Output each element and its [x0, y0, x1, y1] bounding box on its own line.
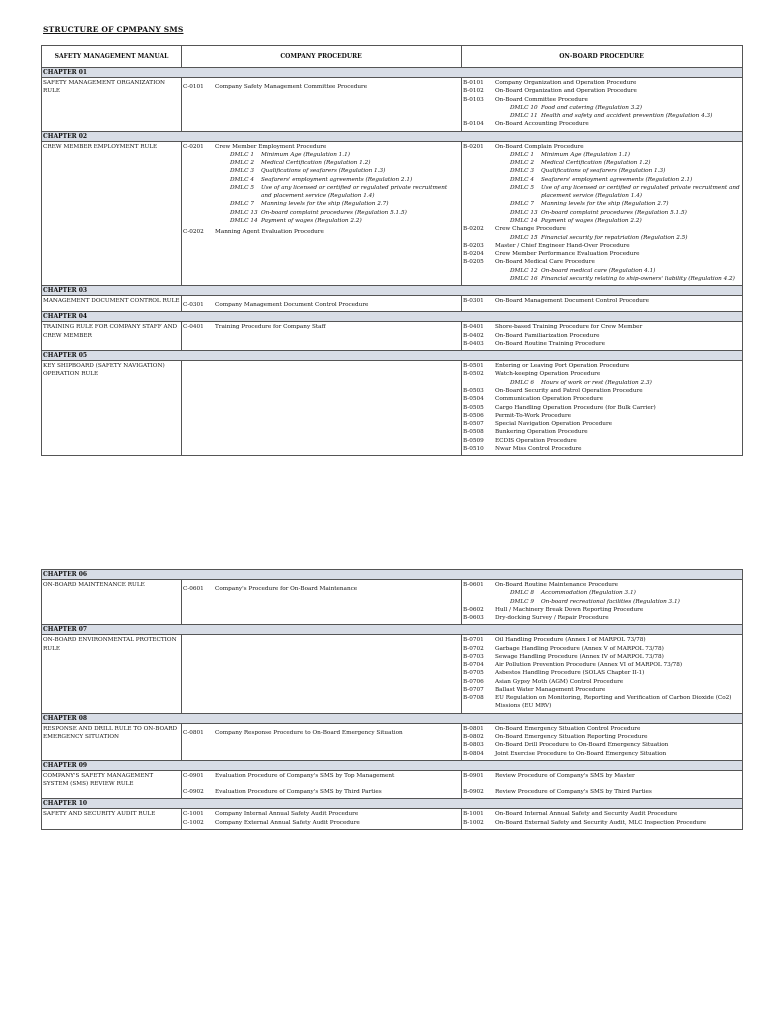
- procedure-code: B-0203: [463, 242, 484, 249]
- chapter-row: [42, 142, 742, 287]
- sms-structure-table-2: [41, 569, 743, 830]
- dmlc-text: Minimum Age (Regulation 1.1): [261, 151, 350, 158]
- company-procedure-cell: [182, 322, 462, 350]
- dmlc-text: Payment of wages (Regulation 2.2): [261, 217, 362, 224]
- dmlc-code: DMLC 6: [510, 379, 534, 386]
- dmlc-code: DMLC 10: [510, 104, 538, 111]
- dmlc-code: DMLC 9: [510, 598, 534, 605]
- dmlc-item: [183, 184, 459, 201]
- procedure-code: B-0402: [463, 332, 484, 339]
- company-procedure-item: [183, 729, 459, 737]
- dmlc-code: DMLC 1: [510, 151, 534, 158]
- onboard-procedure-cell: [462, 296, 742, 311]
- procedure-code: C-0801: [183, 729, 204, 736]
- procedure-title: Special Navigation Operation Procedure: [495, 421, 613, 428]
- procedure-title: Bunkering Operation Procedure: [495, 429, 588, 436]
- dmlc-text: Medical Certification (Regulation 1.2): [541, 160, 651, 167]
- onboard-procedure-item: [463, 143, 740, 151]
- chapter-heading: CHAPTER 07: [42, 625, 742, 635]
- procedure-title: Cargo Handling Operation Procedure (for Bulk Carrier): [495, 404, 656, 411]
- procedure-title: Asian Gypsy Moth (AGM) Control Procedure: [495, 678, 624, 685]
- header-onboard-procedure: ON-BOARD PROCEDURE: [559, 52, 644, 60]
- header-company-procedure: COMPANY PROCEDURE: [182, 46, 462, 67]
- sms-structure-table-1: [41, 45, 743, 456]
- procedure-code: C-0902: [183, 789, 204, 796]
- procedure-code: B-0707: [463, 686, 484, 693]
- onboard-procedure-item: [463, 250, 740, 258]
- company-procedure-item: [183, 301, 459, 309]
- procedure-code: B-0201: [463, 143, 484, 150]
- dmlc-item: [463, 184, 740, 201]
- dmlc-code: DMLC 7: [230, 201, 254, 208]
- procedure-code: B-0705: [463, 670, 484, 677]
- dmlc-item: [183, 209, 459, 217]
- onboard-procedure-item: [463, 772, 740, 780]
- onboard-procedure-item: [463, 694, 740, 711]
- onboard-procedure-item: [463, 404, 740, 412]
- company-procedure-item: [183, 772, 459, 780]
- dmlc-text: Use of any licensed or certified or regulated private recruitment and placement service (Regulation 1.4): [261, 184, 448, 200]
- company-procedure-cell: [182, 78, 462, 131]
- procedure-title: EU Regulation on Monitoring, Reporting and Verification of Carbon Dioxide (Co2) Missions (EU MRV): [495, 695, 732, 710]
- chapter-heading: CHAPTER 09: [42, 761, 742, 771]
- onboard-procedure-item: [463, 370, 740, 378]
- dmlc-text: Manning levels for the ship (Regulation 2.7): [261, 201, 389, 208]
- dmlc-code: DMLC 3: [510, 168, 534, 175]
- procedure-code: B-0103: [463, 96, 484, 103]
- procedure-title: On-Board Familiarization Procedure: [495, 332, 600, 339]
- dmlc-code: DMLC 2: [230, 160, 254, 167]
- manual-rule-cell: TRAINING RULE FOR COMPANY STAFF AND CREW MEMBER: [42, 322, 182, 350]
- header-safety-management-manual: SAFETY MANAGEMENT MANUAL: [42, 46, 182, 67]
- procedure-title: Oil Handling Procedure (Annex I of MARPOL 73/78): [495, 637, 646, 644]
- onboard-procedure-item: [463, 661, 740, 669]
- onboard-procedure-item: [463, 420, 740, 428]
- procedure-code: C-0601: [183, 586, 204, 592]
- company-procedure-item: [183, 585, 459, 593]
- procedure-title: Review Procedure of Company's SMS by Third Parties: [495, 789, 652, 796]
- procedure-code: B-0501: [463, 363, 484, 370]
- dmlc-code: DMLC 13: [230, 209, 258, 216]
- company-procedure-cell: [182, 724, 462, 760]
- dmlc-text: Payment of wages (Regulation 2.2): [541, 217, 642, 224]
- onboard-procedure-item: [463, 412, 740, 420]
- procedure-code: B-0301: [463, 298, 484, 305]
- procedure-title: Asbestos Handling Procedure (SOLAS Chapter II-1): [495, 670, 645, 677]
- dmlc-item: [183, 167, 459, 175]
- onboard-procedure-item: [463, 581, 740, 589]
- chapter-heading: CHAPTER 06: [42, 570, 742, 580]
- onboard-procedure-item: [463, 788, 740, 796]
- dmlc-text: Health and safety and accident prevention (Regulation 4.3): [541, 113, 713, 120]
- procedure-title: Master / Chief Engineer Hand-Over Procedure: [495, 242, 630, 249]
- procedure-title: Air Pollution Prevention Procedure (Annex VI of MARPOL 73/78): [495, 662, 683, 669]
- procedure-code: B-0505: [463, 404, 484, 411]
- dmlc-code: DMLC 4: [510, 176, 534, 183]
- procedure-code: B-0803: [463, 742, 484, 749]
- dmlc-item: [463, 275, 740, 283]
- dmlc-code: DMLC 12: [510, 267, 538, 274]
- procedure-title: Communication Operation Procedure: [495, 396, 603, 403]
- procedure-code: B-0401: [463, 324, 484, 331]
- onboard-procedure-cell: [462, 724, 742, 760]
- table-header: [42, 46, 742, 68]
- procedure-title: On-Board Emergency Situation Reporting Procedure: [495, 733, 648, 740]
- chapter-heading: CHAPTER 05: [42, 351, 742, 361]
- procedure-code: B-1002: [463, 819, 484, 826]
- company-procedure-cell: [182, 361, 462, 455]
- procedure-title: Crew Member Employment Procedure: [215, 143, 327, 150]
- dmlc-item: [183, 151, 459, 159]
- onboard-procedure-cell: [462, 142, 742, 286]
- procedure-title: Hull / Machinery Break Down Reporting Procedure: [495, 606, 644, 613]
- procedure-code: B-0701: [463, 637, 484, 644]
- manual-rule-cell: RESPONSE AND DRILL RULE TO ON-BOARD EMERGENCY SITUATION: [42, 724, 182, 760]
- onboard-procedure-item: [463, 614, 740, 622]
- procedure-title: Evaluation Procedure of Company's SMS by Top Management: [215, 772, 395, 779]
- procedure-title: On-Board Organization and Operation Procedure: [495, 88, 637, 95]
- procedure-code: B-0102: [463, 88, 484, 95]
- procedure-title: On-Board External Safety and Security Audit, MLC Inspection Procedure: [495, 819, 707, 826]
- company-procedure-item: [183, 323, 459, 331]
- dmlc-item: [463, 267, 740, 275]
- procedure-code: B-0204: [463, 251, 484, 258]
- onboard-procedure-item: [463, 645, 740, 653]
- onboard-procedure-item: [463, 741, 740, 749]
- procedure-code: B-0801: [463, 725, 484, 732]
- company-procedure-item: [183, 819, 459, 827]
- dmlc-item: [463, 379, 740, 387]
- procedure-title: Company Safety Management Committee Procedure: [215, 84, 368, 90]
- manual-rule-cell: ON-BOARD MAINTENANCE RULE: [42, 580, 182, 624]
- manual-rule-cell: CREW MEMBER EMPLOYMENT RULE: [42, 142, 182, 286]
- procedure-code: C-0901: [183, 772, 204, 779]
- dmlc-item: [463, 176, 740, 184]
- table-body-2: [42, 570, 742, 829]
- dmlc-code: DMLC 1: [230, 151, 254, 158]
- company-procedure-cell: [182, 809, 462, 829]
- onboard-procedure-item: [463, 606, 740, 614]
- onboard-procedure-item: [463, 653, 740, 661]
- dmlc-code: DMLC 5: [230, 184, 254, 191]
- procedure-code: B-0603: [463, 615, 484, 622]
- manual-rule-cell: COMPANY'S SAFETY MANAGEMENT SYSTEM (SMS) REVIEW RULE: [42, 771, 182, 799]
- onboard-procedure-item: [463, 819, 740, 827]
- procedure-code: B-0703: [463, 653, 484, 660]
- onboard-procedure-item: [463, 79, 740, 87]
- dmlc-text: Hours of work or rest (Regulation 2.3): [541, 379, 652, 386]
- procedure-title: Joint Exercise Procedure to On-Board Emergency Situation: [495, 750, 667, 757]
- dmlc-item: [463, 200, 740, 208]
- company-procedure-item: [183, 228, 459, 236]
- chapter-row: [42, 296, 742, 312]
- dmlc-code: DMLC 2: [510, 160, 534, 167]
- manual-rule-cell: ON-BOARD ENVIRONMENTAL PROTECTION RULE: [42, 635, 182, 712]
- chapter-heading: CHAPTER 01: [42, 68, 742, 78]
- procedure-title: Crew Member Performance Evaluation Procedure: [495, 251, 640, 258]
- procedure-title: Review Procedure of Company's SMS by Master: [495, 772, 635, 779]
- procedure-title: Manning Agent Evaluation Procedure: [215, 229, 324, 236]
- procedure-title: On-Board Medical Care Procedure: [495, 259, 595, 266]
- onboard-procedure-item: [463, 340, 740, 348]
- manual-rule-cell: SAFETY AND SECURITY AUDIT RULE: [42, 809, 182, 829]
- onboard-procedure-item: [463, 445, 740, 453]
- onboard-procedure-item: [463, 242, 740, 250]
- procedure-title: On-Board Management Document Control Procedure: [495, 298, 649, 305]
- procedure-code: B-0104: [463, 121, 484, 128]
- procedure-code: B-0506: [463, 412, 484, 419]
- procedure-title: Watch-keeping Operation Procedure: [495, 371, 601, 378]
- chapter-row: [42, 580, 742, 625]
- procedure-code: B-0702: [463, 645, 484, 652]
- procedure-title: On-Board Security and Patrol Operation Procedure: [495, 387, 643, 394]
- onboard-procedure-item: [463, 750, 740, 758]
- company-procedure-cell: [182, 580, 462, 624]
- dmlc-code: DMLC 14: [510, 217, 538, 224]
- dmlc-text: Accommodation (Regulation 3.1): [541, 590, 636, 597]
- dmlc-item: [463, 112, 740, 120]
- procedure-code: B-0205: [463, 259, 484, 266]
- chapter-heading: CHAPTER 03: [42, 286, 742, 296]
- onboard-procedure-cell: [462, 322, 742, 350]
- dmlc-item: [463, 234, 740, 242]
- company-procedure-cell: [182, 142, 462, 286]
- procedure-title: Permit-To-Work Procedure: [495, 412, 572, 419]
- chapter-heading: CHAPTER 04: [42, 312, 742, 322]
- chapter-row: [42, 809, 742, 829]
- procedure-code: C-1001: [183, 811, 204, 818]
- chapter-row: [42, 78, 742, 132]
- procedure-code: B-0507: [463, 421, 484, 428]
- dmlc-item: [463, 209, 740, 217]
- dmlc-text: On-board medical care (Regulation 4.1): [541, 267, 656, 274]
- procedure-title: Company External Annual Safety Audit Procedure: [215, 819, 360, 826]
- procedure-title: On-Board Committee Procedure: [495, 96, 588, 103]
- procedure-title: Training Procedure for Company Staff: [215, 324, 326, 331]
- chapter-heading: CHAPTER 10: [42, 799, 742, 809]
- procedure-code: B-1001: [463, 811, 484, 818]
- onboard-procedure-item: [463, 120, 740, 128]
- procedure-title: Company's Procedure for On-Board Maintenance: [215, 586, 358, 592]
- dmlc-code: DMLC 14: [230, 217, 258, 224]
- procedure-title: On-Board Routine Maintenance Procedure: [495, 582, 619, 588]
- dmlc-text: Qualifications of seafarers (Regulation 1.3): [261, 168, 386, 175]
- procedure-code: C-0101: [183, 84, 204, 90]
- dmlc-text: Medical Certification (Regulation 1.2): [261, 160, 371, 167]
- procedure-title: On-Board Internal Annual Safety and Security Audit Procedure: [495, 811, 678, 818]
- dmlc-text: Seafarers' employment agreements (Regulation 2.1): [261, 176, 413, 183]
- procedure-code: B-0802: [463, 733, 484, 740]
- procedure-title: Evaluation Procedure of Company's SMS by Third Parties: [215, 789, 382, 796]
- chapter-row: [42, 322, 742, 351]
- dmlc-code: DMLC 11: [510, 113, 538, 120]
- dmlc-text: On-board complaint procedures (Regulation 5.1.5): [541, 209, 687, 216]
- onboard-procedure-cell: [462, 78, 742, 131]
- procedure-title: Ballast Water Management Procedure: [495, 686, 606, 693]
- onboard-procedure-item: [463, 733, 740, 741]
- onboard-procedure-item: [463, 96, 740, 104]
- dmlc-item: [183, 159, 459, 167]
- onboard-procedure-cell: [462, 361, 742, 455]
- dmlc-item: [463, 589, 740, 597]
- manual-rule-cell: SAFETY MANAGEMENT ORGANIZATION RULE: [42, 78, 182, 131]
- table-body-1: [42, 68, 742, 455]
- chapter-heading: CHAPTER 02: [42, 132, 742, 142]
- dmlc-code: DMLC 5: [510, 184, 534, 191]
- procedure-title: Sewage Handling Procedure (Annex IV of MARPOL 73/78): [495, 653, 664, 660]
- procedure-code: B-0902: [463, 789, 484, 796]
- company-procedure-item: [183, 83, 459, 91]
- dmlc-code: DMLC 4: [230, 176, 254, 183]
- onboard-procedure-cell: [462, 809, 742, 829]
- procedure-title: Dry-docking Survey / Repair Procedure: [495, 615, 609, 622]
- dmlc-item: [463, 159, 740, 167]
- dmlc-item: [463, 167, 740, 175]
- procedure-title: On-Board Accounting Procedure: [495, 121, 589, 128]
- company-procedure-item: [183, 788, 459, 796]
- procedure-title: Shore-based Training Procedure for Crew Member: [495, 324, 643, 331]
- onboard-procedure-item: [463, 669, 740, 677]
- onboard-procedure-cell: [462, 580, 742, 624]
- procedure-code: B-0901: [463, 772, 484, 779]
- procedure-code: B-0704: [463, 662, 484, 669]
- onboard-procedure-item: [463, 225, 740, 233]
- onboard-procedure-cell: [462, 635, 742, 712]
- procedure-code: B-0503: [463, 387, 484, 394]
- company-procedure-item: [183, 810, 459, 818]
- onboard-procedure-item: [463, 258, 740, 266]
- dmlc-code: DMLC 7: [510, 201, 534, 208]
- onboard-procedure-item: [463, 686, 740, 694]
- chapter-row: [42, 771, 742, 800]
- procedure-title: On-Board Drill Procedure to On-Board Emergency Situation: [495, 742, 669, 749]
- procedure-code: B-0403: [463, 340, 484, 347]
- procedure-code: C-0401: [183, 324, 204, 331]
- procedure-title: Nwar Miss Control Procedure: [495, 445, 582, 452]
- company-procedure-cell: [182, 771, 462, 799]
- dmlc-item: [183, 200, 459, 208]
- manual-rule-cell: KEY SHIPBOARD (SAFETY NAVIGATION) OPERATION RULE: [42, 361, 182, 455]
- onboard-procedure-item: [463, 87, 740, 95]
- procedure-code: B-0706: [463, 678, 484, 685]
- chapter-row: [42, 635, 742, 713]
- procedure-code: C-0201: [183, 143, 204, 150]
- procedure-title: ECDIS Operation Procedure: [495, 437, 577, 444]
- procedure-code: B-0510: [463, 445, 484, 452]
- procedure-code: B-0504: [463, 396, 484, 403]
- onboard-procedure-item: [463, 323, 740, 331]
- onboard-procedure-cell: [462, 771, 742, 799]
- chapter-row: [42, 361, 742, 455]
- onboard-procedure-item: [463, 332, 740, 340]
- procedure-title: Company Organization and Operation Procedure: [495, 80, 637, 86]
- procedure-title: Garbage Handling Procedure (Annex V of MARPOL 73/78): [495, 645, 664, 652]
- procedure-code: C-0301: [183, 302, 204, 309]
- dmlc-item: [183, 217, 459, 225]
- onboard-procedure-item: [463, 810, 740, 818]
- procedure-code: B-0502: [463, 371, 484, 378]
- procedure-code: C-1002: [183, 819, 204, 826]
- procedure-code: B-0202: [463, 226, 484, 233]
- procedure-title: Company Internal Annual Safety Audit Procedure: [215, 811, 359, 818]
- procedure-code: B-0509: [463, 437, 484, 444]
- dmlc-text: Minimum Age (Regulation 1.1): [541, 151, 630, 158]
- dmlc-item: [463, 104, 740, 112]
- dmlc-item: [183, 176, 459, 184]
- dmlc-text: Qualifications of seafarers (Regulation 1.3): [541, 168, 666, 175]
- procedure-title: Crew Change Procedure: [495, 226, 566, 233]
- procedure-code: B-0708: [463, 695, 484, 702]
- dmlc-code: DMLC 13: [510, 209, 538, 216]
- procedure-code: B-0101: [463, 80, 484, 86]
- dmlc-text: Food and catering (Regulation 3.2): [541, 104, 642, 111]
- procedure-title: On-Board Routine Training Procedure: [495, 340, 605, 347]
- onboard-procedure-item: [463, 437, 740, 445]
- onboard-procedure-item: [463, 297, 740, 305]
- onboard-procedure-item: [463, 387, 740, 395]
- procedure-title: On-Board Complain Procedure: [495, 143, 584, 150]
- dmlc-item: [463, 598, 740, 606]
- procedure-code: B-0508: [463, 429, 484, 436]
- procedure-code: B-0804: [463, 750, 484, 757]
- procedure-title: On-Board Emergency Situation Control Procedure: [495, 725, 641, 732]
- onboard-procedure-item: [463, 395, 740, 403]
- onboard-procedure-item: [463, 636, 740, 644]
- company-procedure-cell: [182, 635, 462, 712]
- dmlc-code: DMLC 15: [510, 234, 538, 241]
- dmlc-item: [463, 151, 740, 159]
- dmlc-text: On-board complaint procedures (Regulation 5.1.5): [261, 209, 407, 216]
- dmlc-code: DMLC 16: [510, 275, 538, 282]
- onboard-procedure-item: [463, 428, 740, 436]
- dmlc-text: Financial security relating to ship-owners' liability (Regulation 4.2): [541, 275, 735, 282]
- onboard-procedure-item: [463, 362, 740, 370]
- chapter-heading: CHAPTER 08: [42, 714, 742, 724]
- procedure-title: Company Management Document Control Procedure: [215, 302, 369, 309]
- dmlc-item: [463, 217, 740, 225]
- document-title: STRUCTURE OF CPMPANY SMS: [43, 25, 184, 34]
- dmlc-text: Financial security for repatriation (Regulation 2.5): [541, 234, 688, 241]
- dmlc-code: DMLC 8: [510, 590, 534, 597]
- manual-rule-cell: MANAGEMENT DOCUMENT CONTROL RULE: [42, 296, 182, 311]
- onboard-procedure-item: [463, 678, 740, 686]
- dmlc-text: Manning levels for the ship (Regulation 2.7): [541, 201, 669, 208]
- procedure-title: Entering or Leaving Port Operation Procedure: [495, 363, 630, 370]
- dmlc-text: Seafarers' employment agreements (Regulation 2.1): [541, 176, 693, 183]
- chapter-row: [42, 724, 742, 761]
- dmlc-text: On-board recreational facilities (Regulation 3.1): [541, 598, 680, 605]
- company-procedure-cell: [182, 296, 462, 311]
- dmlc-text: Use of any licensed or certified or regulated private recruitment and placement service (Regulation 1.4): [541, 184, 740, 200]
- dmlc-code: DMLC 3: [230, 168, 254, 175]
- onboard-procedure-item: [463, 725, 740, 733]
- procedure-title: Company Response Procedure to On-Board Emergency Situation: [215, 729, 403, 736]
- procedure-code: B-0602: [463, 606, 484, 613]
- company-procedure-item: [183, 143, 459, 151]
- procedure-code: C-0202: [183, 229, 204, 236]
- procedure-code: B-0601: [463, 582, 484, 588]
